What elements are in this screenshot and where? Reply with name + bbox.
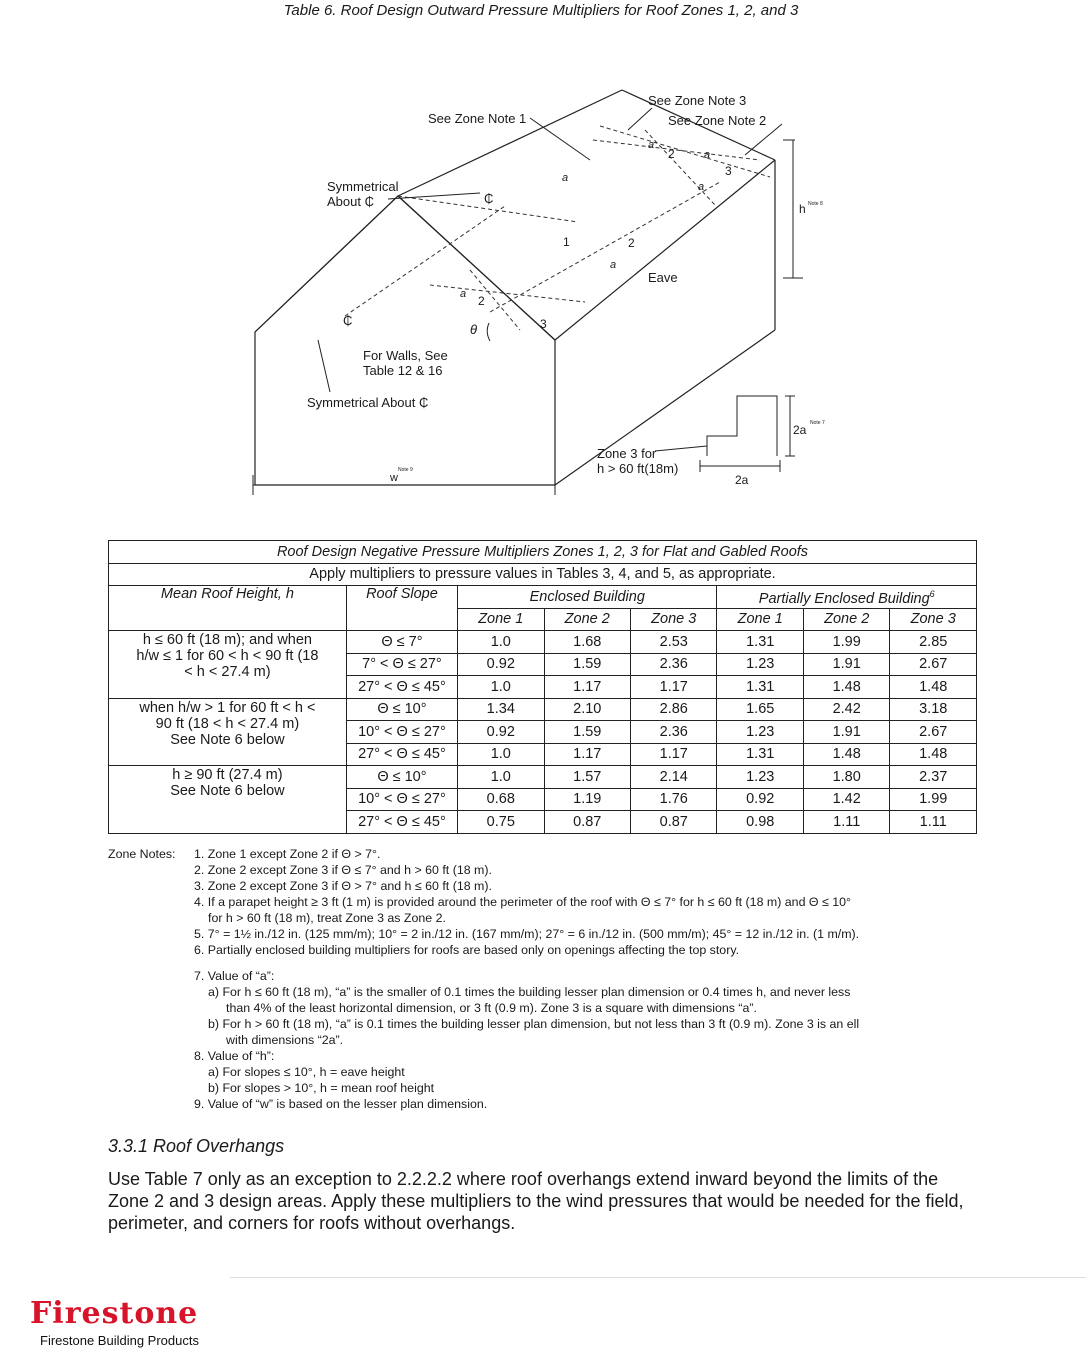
zone-header: Zone 2 <box>544 608 630 631</box>
zone-3-label: 3 <box>725 164 732 178</box>
a-label: a <box>648 139 655 151</box>
table-row: 7° < Θ ≤ 27° 0.92 1.59 2.36 1.23 1.91 2.67 <box>109 653 977 676</box>
zone-header: Zone 1 <box>717 608 803 631</box>
slope-cell: 27° < Θ ≤ 45° <box>346 743 457 766</box>
table-row: h ≤ 60 ft (18 m); and when h/w ≤ 1 for 60 < h < 90 ft (18 < h < 27.4 m) Θ ≤ 7° 1.0 1.68 2.53 1.31 1.99 2.85 <box>109 631 977 654</box>
col-header-enclosed: Enclosed Building <box>458 586 717 609</box>
section-paragraph: Use Table 7 only as an exception to 2.2.2.2 where roof overhangs extend inward beyond the limits of the Zone 2 and 3 design areas. Apply these multipliers to the wind pressures that would be needed for the field, perimeter, and corners for roofs without overhangs. <box>108 1169 964 1233</box>
for-walls-label-2: Table 12 & 16 <box>363 363 443 378</box>
col-header-partially: Partially Enclosed Building$^6$ <box>717 586 977 609</box>
note-item: 2. Zone 2 except Zone 3 if Θ ≤ 7° and h > 60 ft (18 m). <box>194 863 492 877</box>
note-item: 4. If a parapet height ≥ 3 ft (1 m) is provided around the perimeter of the roof with Θ ≤ 7° for h ≤ 60 ft (18 m) and Θ ≤ 10° <box>194 895 851 909</box>
note-item: a) For h ≤ 60 ft (18 m), “a” is the smaller of 0.1 times the building lesser plan dimension or 0.4 times h, and never less <box>208 985 851 999</box>
note-item: than 4% of the least horizontal dimension, or 3 ft (0.9 m). Zone 3 is a square with dimensions “a”. <box>226 1001 757 1015</box>
zone-2-label: 2 <box>628 236 635 250</box>
note-item: 6. Partially enclosed building multipliers for roofs are based only on openings affecting the top story. <box>194 943 740 957</box>
a-label: a <box>704 149 711 161</box>
table-row: h ≥ 90 ft (27.4 m) See Note 6 below Θ ≤ 10° 1.0 1.57 2.14 1.23 1.80 2.37 <box>109 766 977 789</box>
table-row: 27° < Θ ≤ 45° 0.75 0.87 0.87 0.98 1.11 1.11 <box>109 811 977 834</box>
firestone-logo: Firestone <box>30 1296 199 1331</box>
eave-label: Eave <box>648 270 678 285</box>
slope-cell: 10° < Θ ≤ 27° <box>346 788 457 811</box>
zone-2-label: 2 <box>478 294 485 308</box>
symmetrical-label-2: About ₵ <box>327 194 374 209</box>
col-header-slope: Roof Slope <box>346 586 457 631</box>
h-label: h <box>799 202 806 216</box>
theta-label: θ <box>470 322 478 337</box>
table-subtitle: Apply multipliers to pressure values in Tables 3, 4, and 5, as appropriate. <box>109 563 977 586</box>
table-row: 10° < Θ ≤ 27° 0.92 1.59 2.36 1.23 1.91 2.67 <box>109 721 977 744</box>
centerline-symbol: ₵ <box>484 191 494 206</box>
note-item: 8. Value of “h”: <box>194 1049 275 1063</box>
zone-header: Zone 2 <box>803 608 889 631</box>
note-item: 9. Value of “w” is based on the lesser plan dimension. <box>194 1097 488 1111</box>
zone-1-label: 1 <box>563 235 570 249</box>
two-a-horizontal-label: 2a <box>735 473 749 487</box>
two-a-vertical-note: Note 7 <box>810 420 825 426</box>
zone-notes-label: Zone Notes: <box>108 847 176 861</box>
slope-cell: Θ ≤ 7° <box>346 631 457 654</box>
h-note: Note 8 <box>808 201 823 207</box>
height-cell: when h/w > 1 for 60 ft < h < 90 ft (18 < h < 27.4 m) See Note 6 below <box>109 698 347 766</box>
note-item: 7. Value of “a”: <box>194 969 275 983</box>
two-a-vertical-label: 2a <box>793 423 807 437</box>
note-item: 3. Zone 2 except Zone 3 if Θ > 7° and h ≤ 60 ft (18 m). <box>194 879 492 893</box>
slope-cell: Θ ≤ 10° <box>346 698 457 721</box>
height-cell: h ≥ 90 ft (27.4 m) See Note 6 below <box>109 766 347 834</box>
a-label: a <box>562 172 569 184</box>
roof-zone-diagram <box>0 80 1086 500</box>
page-title: Table 6. Roof Design Outward Pressure Multipliers for Roof Zones 1, 2, and 3 <box>283 2 799 19</box>
for-walls-label-1: For Walls, See <box>363 348 448 363</box>
footer-divider <box>230 1277 1086 1278</box>
table-row: when h/w > 1 for 60 ft < h < 90 ft (18 < h < 27.4 m) See Note 6 below Θ ≤ 10° 1.34 2.10 2.86 1.65 2.42 3.18 <box>109 698 977 721</box>
see-zone-note-2-label: See Zone Note 2 <box>668 113 767 128</box>
table-row: 10° < Θ ≤ 27° 0.68 1.19 1.76 0.92 1.42 1.99 <box>109 788 977 811</box>
note-item: for h > 60 ft (18 m), treat Zone 3 as Zone 2. <box>208 911 446 925</box>
zone3-for-label-1: Zone 3 for <box>597 446 657 461</box>
symmetrical-lower-label: Symmetrical About ₵ <box>307 395 429 410</box>
slope-cell: 27° < Θ ≤ 45° <box>346 676 457 699</box>
slope-cell: Θ ≤ 10° <box>346 766 457 789</box>
zone-header: Zone 3 <box>890 608 977 631</box>
section-heading: 3.3.1 Roof Overhangs <box>108 1136 285 1156</box>
w-label: w <box>390 472 398 484</box>
col-header-height: Mean Roof Height, h <box>109 586 347 631</box>
see-zone-note-3-label: See Zone Note 3 <box>648 93 747 108</box>
note-item: with dimensions “2a”. <box>226 1033 344 1047</box>
table-title: Roof Design Negative Pressure Multipliers Zones 1, 2, 3 for Flat and Gabled Roofs <box>109 541 977 564</box>
table-row: 27° < Θ ≤ 45° 1.0 1.17 1.17 1.31 1.48 1.48 <box>109 676 977 699</box>
zone-2-label: 2 <box>668 147 675 161</box>
height-cell: h ≤ 60 ft (18 m); and when h/w ≤ 1 for 60 < h < 90 ft (18 < h < 27.4 m) <box>109 631 347 699</box>
note-item: 5. 7° = 1½ in./12 in. (125 mm/m); 10° = 2 in./12 in. (167 mm/m); 27° = 6 in./12 in. (500 mm/m); 45° = 12 in./12 in. (1 m/m). <box>194 927 860 941</box>
a-label: a <box>460 288 467 300</box>
slope-cell: 27° < Θ ≤ 45° <box>346 811 457 834</box>
slope-cell: 10° < Θ ≤ 27° <box>346 721 457 744</box>
note-item: a) For slopes ≤ 10°, h = eave height <box>208 1065 405 1079</box>
multiplier-table <box>108 540 977 834</box>
note-item: b) For h > 60 ft (18 m), “a” is 0.1 times the building lesser plan dimension, but not less than 3 ft (0.9 m). Zone 3 is an ell <box>208 1017 860 1031</box>
symmetrical-label-1: Symmetrical <box>327 179 399 194</box>
zone-header: Zone 1 <box>458 608 544 631</box>
building-outline <box>255 90 775 485</box>
note-item: 1. Zone 1 except Zone 2 if Θ > 7°. <box>194 847 381 861</box>
table-row: 27° < Θ ≤ 45° 1.0 1.17 1.17 1.31 1.48 1.48 <box>109 743 977 766</box>
zone-header: Zone 3 <box>631 608 717 631</box>
note-item: b) For slopes > 10°, h = mean roof height <box>208 1081 435 1095</box>
w-note: Note 9 <box>398 467 413 473</box>
see-zone-note-1-label: See Zone Note 1 <box>428 111 527 126</box>
footer-subtitle: Firestone Building Products <box>40 1333 199 1348</box>
a-label: a <box>698 181 705 193</box>
zone-3-label: 3 <box>540 317 547 331</box>
a-label: a <box>610 259 617 271</box>
centerline-symbol: ₵ <box>343 313 353 328</box>
slope-cell: 7° < Θ ≤ 27° <box>346 653 457 676</box>
zone3-for-label-2: h > 60 ft(18m) <box>597 461 679 476</box>
